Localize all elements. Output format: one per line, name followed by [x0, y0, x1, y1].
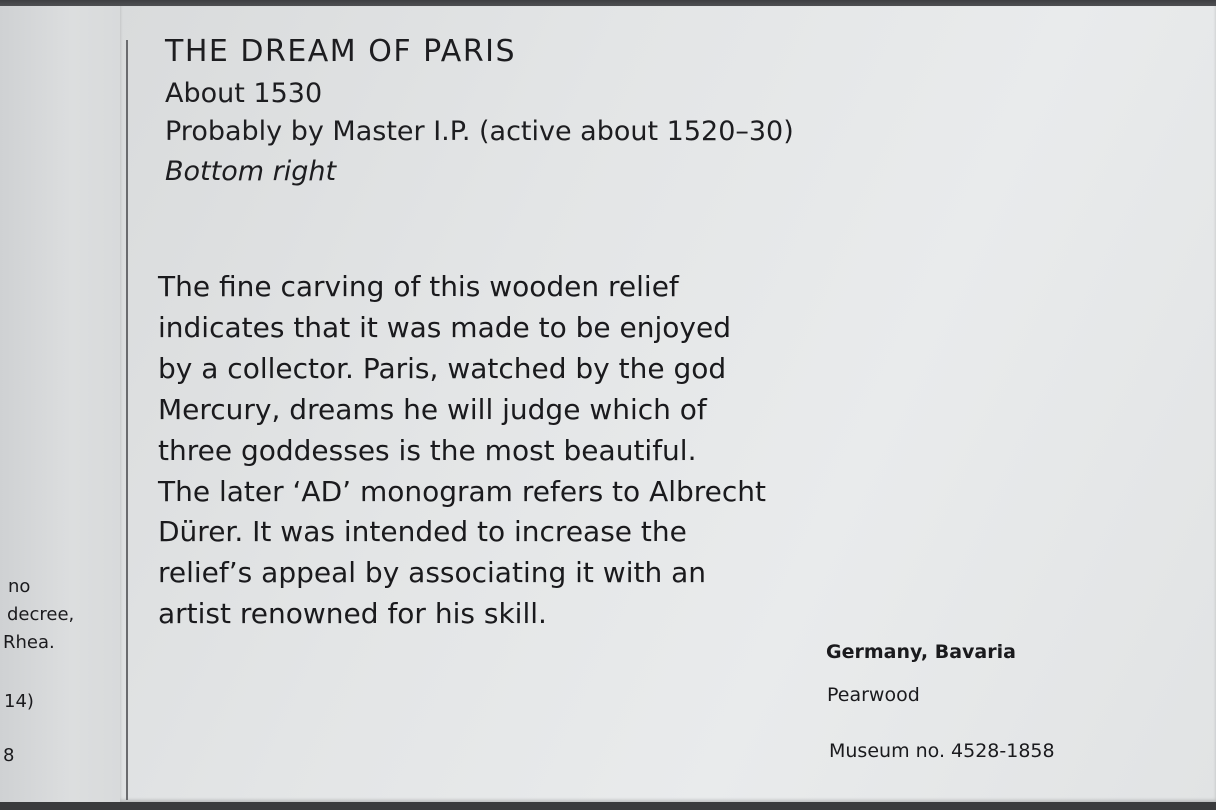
label-museum-number: Museum no. 4528-1858: [829, 740, 1055, 762]
label-date: About 1530: [165, 78, 323, 109]
description-line: The later ‘AD’ monogram refers to Albrecht: [158, 474, 767, 508]
description-line: relief’s appeal by associating it with an: [158, 556, 707, 590]
adjacent-label-fragment: no: [8, 576, 31, 597]
panel-bottom-edge: [0, 802, 1216, 810]
adjacent-label-fragment: 8: [3, 745, 15, 766]
description-line: by a collector. Paris, watched by the god: [158, 351, 727, 385]
label-description: [158, 267, 766, 635]
description-line: three goddesses is the most beautiful.: [158, 433, 697, 467]
adjacent-label-fragment: Rhea.: [3, 632, 55, 653]
label-origin: Germany, Bavaria: [826, 641, 1016, 663]
label-attribution: Probably by Master I.P. (active about 1520–30): [165, 116, 794, 147]
adjacent-label-fragment: 14): [4, 691, 34, 712]
label-position-note: Bottom right: [165, 156, 337, 187]
adjacent-label-panel: [0, 6, 120, 806]
description-line: artist renowned for his skill.: [158, 597, 547, 631]
description-line: Dürer. It was intended to increase the: [158, 515, 687, 549]
description-line: The fine carving of this wooden relief: [158, 270, 679, 303]
label-material: Pearwood: [827, 684, 920, 706]
description-line: Mercury, dreams he will judge which of: [158, 392, 707, 426]
description-line: indicates that it was made to be enjoyed: [158, 310, 731, 344]
panel-divider-line: [126, 40, 128, 800]
adjacent-label-fragment: decree,: [7, 604, 75, 625]
label-title: THE DREAM OF PARIS: [165, 34, 517, 69]
